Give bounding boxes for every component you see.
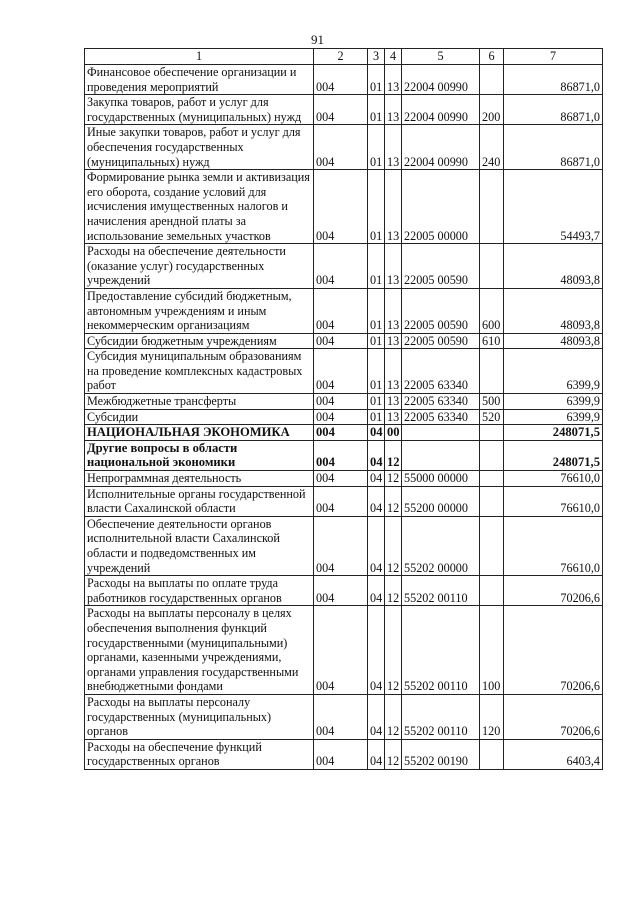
- subsection-code-cell: 13: [385, 244, 402, 289]
- column-number-row: [85, 49, 603, 65]
- admin-code-cell: 004: [314, 394, 368, 410]
- table-row: [85, 244, 603, 289]
- amount-cell: 76610,0: [504, 486, 603, 516]
- amount-cell: 6399,9: [504, 394, 603, 410]
- subsection-code-cell: 12: [385, 576, 402, 606]
- section-code-cell: 04: [368, 576, 385, 606]
- section-code-cell: 04: [368, 694, 385, 739]
- subsection-code-cell: 13: [385, 394, 402, 410]
- table-row: [85, 471, 603, 487]
- expense-type-cell: [480, 425, 504, 441]
- target-article-cell: 55202 00110: [402, 606, 480, 695]
- expense-name-cell: Непрограммная деятельность: [85, 471, 314, 487]
- amount-cell: 248071,5: [504, 440, 603, 470]
- target-article-cell: 55000 00000: [402, 471, 480, 487]
- admin-code-cell: 004: [314, 333, 368, 349]
- admin-code-cell: 004: [314, 694, 368, 739]
- amount-cell: 54493,7: [504, 170, 603, 244]
- expense-name-cell: Субсидии: [85, 409, 314, 425]
- expense-type-cell: [480, 486, 504, 516]
- target-article-cell: 22004 00990: [402, 125, 480, 170]
- amount-cell: 86871,0: [504, 65, 603, 95]
- expense-type-cell: 100: [480, 606, 504, 695]
- table-row: [85, 486, 603, 516]
- expense-name-cell: Расходы на выплаты персоналу в целях обеспечения выполнения функций государственными (муниципальными) органами, казенными учреждениями, органами управления государственными внебюджетными фондами: [85, 606, 314, 695]
- column-header: 1: [85, 49, 314, 65]
- table-row: [85, 288, 603, 333]
- expense-name-cell: Расходы на обеспечение функций государственных органов: [85, 739, 314, 769]
- target-article-cell: 55202 00000: [402, 516, 480, 575]
- admin-code-cell: 004: [314, 739, 368, 769]
- subsection-code-cell: 12: [385, 516, 402, 575]
- table-row: [85, 333, 603, 349]
- column-header: 7: [504, 49, 603, 65]
- amount-cell: 76610,0: [504, 471, 603, 487]
- expense-type-cell: [480, 440, 504, 470]
- section-code-cell: 04: [368, 739, 385, 769]
- table-row: [85, 516, 603, 575]
- table-row: [85, 65, 603, 95]
- expense-type-cell: 610: [480, 333, 504, 349]
- target-article-cell: [402, 440, 480, 470]
- amount-cell: 6399,9: [504, 409, 603, 425]
- admin-code-cell: 004: [314, 170, 368, 244]
- expense-name-cell: Иные закупки товаров, работ и услуг для обеспечения государственных (муниципальных) нужд: [85, 125, 314, 170]
- expense-type-cell: [480, 516, 504, 575]
- subsection-code-cell: 13: [385, 95, 402, 125]
- section-code-cell: 01: [368, 349, 385, 394]
- amount-cell: 76610,0: [504, 516, 603, 575]
- admin-code-cell: 004: [314, 425, 368, 441]
- subsection-code-cell: 13: [385, 333, 402, 349]
- section-code-cell: 01: [368, 409, 385, 425]
- table-row: [85, 739, 603, 769]
- column-header: 2: [314, 49, 368, 65]
- target-article-cell: 55200 00000: [402, 486, 480, 516]
- section-code-cell: 01: [368, 244, 385, 289]
- table-row: [85, 394, 603, 410]
- subsection-code-cell: 12: [385, 739, 402, 769]
- admin-code-cell: 004: [314, 95, 368, 125]
- amount-cell: 248071,5: [504, 425, 603, 441]
- section-code-cell: 04: [368, 440, 385, 470]
- expense-type-cell: [480, 349, 504, 394]
- subsection-code-cell: 13: [385, 409, 402, 425]
- expense-name-cell: Другие вопросы в области национальной экономики: [85, 440, 314, 470]
- admin-code-cell: 004: [314, 606, 368, 695]
- section-code-cell: 01: [368, 95, 385, 125]
- target-article-cell: 22005 00000: [402, 170, 480, 244]
- expense-name-cell: НАЦИОНАЛЬНАЯ ЭКОНОМИКА: [85, 425, 314, 441]
- admin-code-cell: 004: [314, 65, 368, 95]
- column-header: 5: [402, 49, 480, 65]
- subsection-code-cell: 13: [385, 170, 402, 244]
- expense-name-cell: Расходы на выплаты по оплате труда работников государственных органов: [85, 576, 314, 606]
- section-code-cell: 04: [368, 606, 385, 695]
- amount-cell: 6399,9: [504, 349, 603, 394]
- target-article-cell: 22004 00990: [402, 65, 480, 95]
- target-article-cell: 55202 00110: [402, 576, 480, 606]
- expense-name-cell: Формирование рынка земли и активизация его оборота, создание условий для исчисления имущественных налогов и начисления арендной платы за использование земельных участков: [85, 170, 314, 244]
- expense-type-cell: 120: [480, 694, 504, 739]
- subsection-code-cell: 13: [385, 288, 402, 333]
- target-article-cell: 22005 00590: [402, 333, 480, 349]
- table-row: [85, 349, 603, 394]
- admin-code-cell: 004: [314, 349, 368, 394]
- expense-type-cell: 520: [480, 409, 504, 425]
- subsection-code-cell: 12: [385, 471, 402, 487]
- table-row: [85, 95, 603, 125]
- expense-type-cell: [480, 471, 504, 487]
- expense-name-cell: Закупка товаров, работ и услуг для государственных (муниципальных) нужд: [85, 95, 314, 125]
- amount-cell: 70206,6: [504, 606, 603, 695]
- expense-type-cell: [480, 576, 504, 606]
- expense-type-cell: [480, 244, 504, 289]
- amount-cell: 6403,4: [504, 739, 603, 769]
- expense-type-cell: 240: [480, 125, 504, 170]
- target-article-cell: 55202 00190: [402, 739, 480, 769]
- expense-type-cell: 200: [480, 95, 504, 125]
- subsection-code-cell: 12: [385, 440, 402, 470]
- expense-name-cell: Расходы на обеспечение деятельности (оказание услуг) государственных учреждений: [85, 244, 314, 289]
- admin-code-cell: 004: [314, 409, 368, 425]
- section-code-cell: 04: [368, 425, 385, 441]
- expense-name-cell: Обеспечение деятельности органов исполнительной власти Сахалинской области и подведомственных им учреждений: [85, 516, 314, 575]
- column-header: 4: [385, 49, 402, 65]
- amount-cell: 48093,8: [504, 288, 603, 333]
- section-code-cell: 04: [368, 486, 385, 516]
- amount-cell: 48093,8: [504, 333, 603, 349]
- admin-code-cell: 004: [314, 244, 368, 289]
- section-code-cell: 01: [368, 125, 385, 170]
- amount-cell: 70206,6: [504, 576, 603, 606]
- target-article-cell: 22005 63340: [402, 349, 480, 394]
- table-row: [85, 125, 603, 170]
- admin-code-cell: 004: [314, 486, 368, 516]
- table-row: [85, 576, 603, 606]
- target-article-cell: 22004 00990: [402, 95, 480, 125]
- section-code-cell: 01: [368, 170, 385, 244]
- admin-code-cell: 004: [314, 440, 368, 470]
- amount-cell: 86871,0: [504, 95, 603, 125]
- section-code-cell: 01: [368, 65, 385, 95]
- budget-table: [84, 48, 603, 770]
- expense-name-cell: Субсидия муниципальным образованиям на проведение комплексных кадастровых работ: [85, 349, 314, 394]
- admin-code-cell: 004: [314, 288, 368, 333]
- section-code-cell: 01: [368, 333, 385, 349]
- section-code-cell: 04: [368, 516, 385, 575]
- table-row: [85, 440, 603, 470]
- admin-code-cell: 004: [314, 125, 368, 170]
- admin-code-cell: 004: [314, 471, 368, 487]
- admin-code-cell: 004: [314, 516, 368, 575]
- expense-name-cell: Расходы на выплаты персоналу государственных (муниципальных) органов: [85, 694, 314, 739]
- table-row: [85, 409, 603, 425]
- expense-name-cell: Субсидии бюджетным учреждениям: [85, 333, 314, 349]
- section-code-cell: 01: [368, 288, 385, 333]
- target-article-cell: [402, 425, 480, 441]
- expense-name-cell: Предоставление субсидий бюджетным, автономным учреждениям и иным некоммерческим организациям: [85, 288, 314, 333]
- expense-name-cell: Межбюджетные трансферты: [85, 394, 314, 410]
- target-article-cell: 22005 00590: [402, 288, 480, 333]
- expense-name-cell: Финансовое обеспечение организации и проведения мероприятий: [85, 65, 314, 95]
- subsection-code-cell: 13: [385, 125, 402, 170]
- subsection-code-cell: 12: [385, 486, 402, 516]
- target-article-cell: 22005 63340: [402, 394, 480, 410]
- expense-type-cell: [480, 65, 504, 95]
- table-row: [85, 606, 603, 695]
- table-row: [85, 425, 603, 441]
- amount-cell: 86871,0: [504, 125, 603, 170]
- expense-type-cell: [480, 739, 504, 769]
- target-article-cell: 55202 00110: [402, 694, 480, 739]
- subsection-code-cell: 13: [385, 349, 402, 394]
- column-header: 6: [480, 49, 504, 65]
- expense-name-cell: Исполнительные органы государственной власти Сахалинской области: [85, 486, 314, 516]
- target-article-cell: 22005 00590: [402, 244, 480, 289]
- expense-type-cell: [480, 170, 504, 244]
- page-number: 91: [311, 32, 324, 47]
- table-row: [85, 694, 603, 739]
- column-header: 3: [368, 49, 385, 65]
- expense-type-cell: 500: [480, 394, 504, 410]
- table-row: [85, 170, 603, 244]
- section-code-cell: 01: [368, 394, 385, 410]
- expense-type-cell: 600: [480, 288, 504, 333]
- target-article-cell: 22005 63340: [402, 409, 480, 425]
- amount-cell: 48093,8: [504, 244, 603, 289]
- subsection-code-cell: 00: [385, 425, 402, 441]
- subsection-code-cell: 13: [385, 65, 402, 95]
- subsection-code-cell: 12: [385, 694, 402, 739]
- admin-code-cell: 004: [314, 576, 368, 606]
- subsection-code-cell: 12: [385, 606, 402, 695]
- section-code-cell: 04: [368, 471, 385, 487]
- amount-cell: 70206,6: [504, 694, 603, 739]
